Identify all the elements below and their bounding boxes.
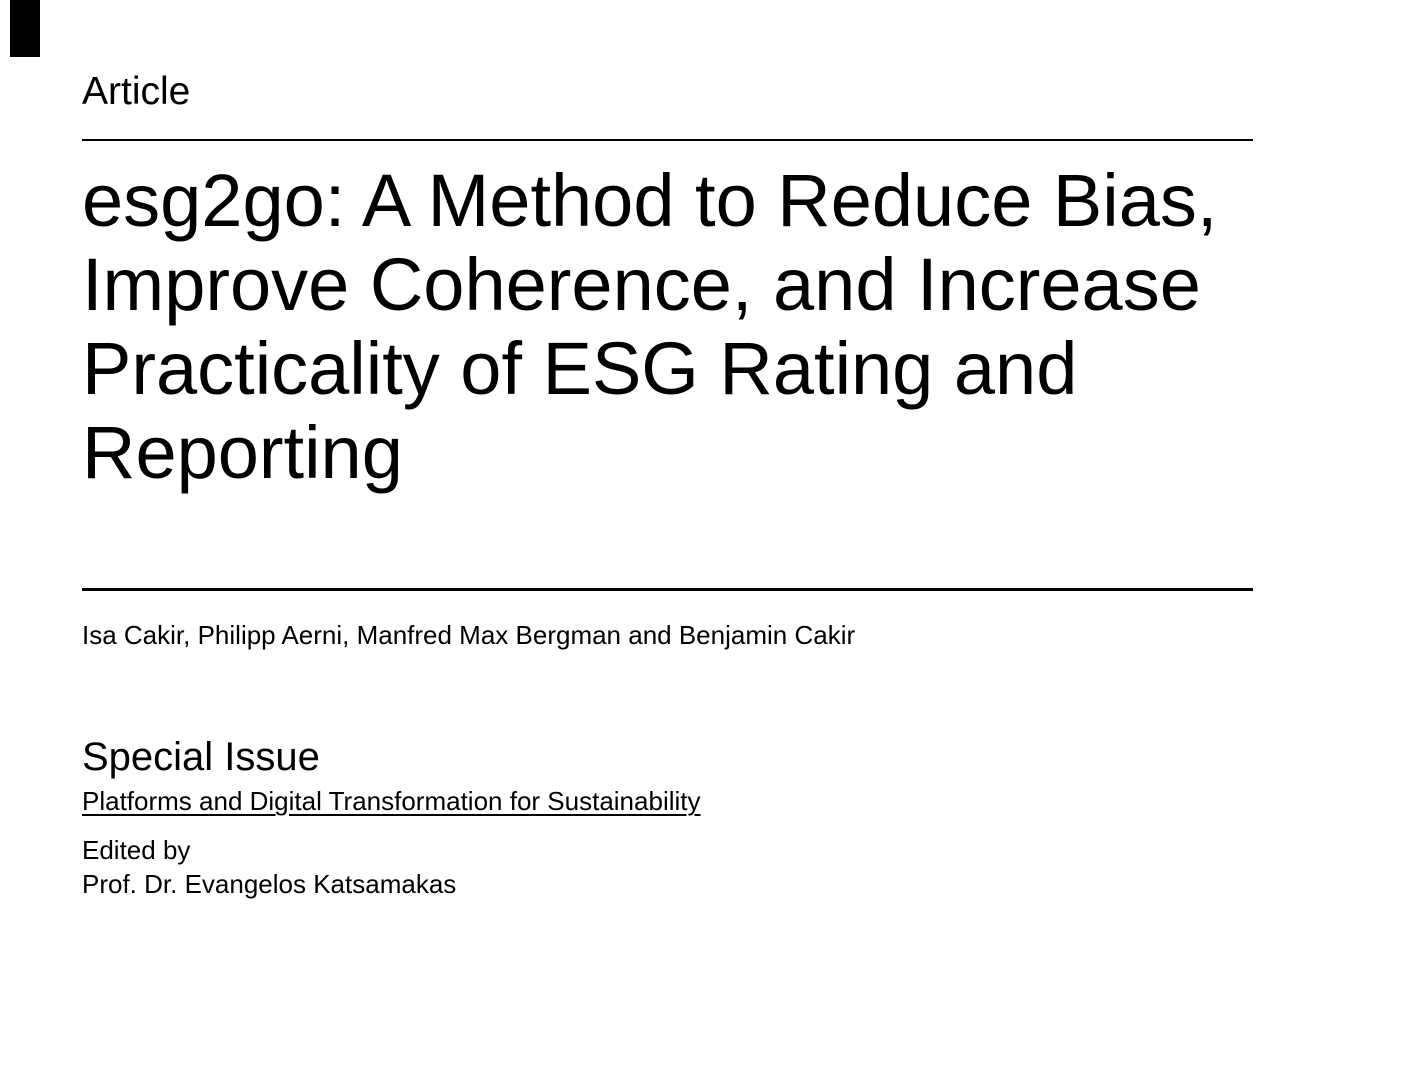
top-divider bbox=[82, 139, 1253, 141]
editor-name: Prof. Dr. Evangelos Katsamakas bbox=[82, 869, 457, 899]
article-type-label: Article bbox=[82, 70, 191, 113]
paper-title-line-4: Reporting bbox=[82, 411, 403, 494]
authors-divider bbox=[82, 588, 1253, 591]
paper-title-line-1: esg2go: A Method to Reduce Bias, bbox=[82, 159, 1218, 242]
special-issue-link[interactable]: Platforms and Digital Transformation for Sustainability bbox=[82, 786, 701, 816]
authors-line: Isa Cakir, Philipp Aerni, Manfred Max Bergman and Benjamin Cakir bbox=[82, 620, 856, 650]
paper-title-line-3: Practicality of ESG Rating and bbox=[82, 327, 1078, 410]
paper-title-line-2: Improve Coherence, and Increase bbox=[82, 243, 1201, 326]
paper-title bbox=[82, 159, 1267, 495]
black-corner-mark bbox=[10, 0, 40, 57]
special-issue-heading: Special Issue bbox=[82, 735, 320, 779]
edited-by-label: Edited by bbox=[82, 835, 191, 865]
edited-by-block bbox=[82, 833, 456, 901]
